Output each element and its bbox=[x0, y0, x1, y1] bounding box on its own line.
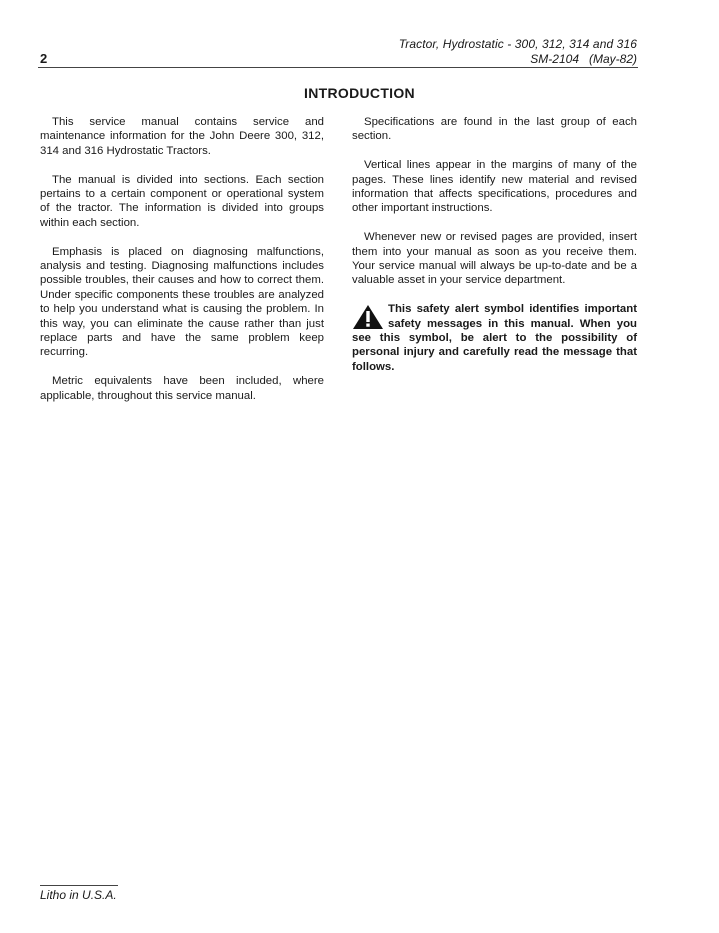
footer: Litho in U.S.A. bbox=[40, 888, 117, 902]
header-code: SM-2104 (May-82) bbox=[530, 52, 637, 66]
footer-rule bbox=[40, 885, 118, 886]
safety-alert-icon bbox=[352, 304, 384, 330]
safety-notice bbox=[352, 302, 637, 374]
paragraph: The manual is divided into sections. Each section pertains to a certain component or operational system of the tractor. The information is divided into groups within each section. bbox=[40, 173, 324, 229]
paragraph: This service manual contains service and maintenance information for the John Deere 300, 312, 314 and 316 Hydrostatic Tractors. bbox=[40, 116, 324, 157]
paragraph: Emphasis is placed on diagnosing malfunctions, analysis and testing. Diagnosing malfunctions includes possible troubles, their causes and how to correct them. Under specific components these troubles are analyzed to help you understand what is causing the problem. In this way, you can eliminate the cause rather than just replace parts and have the same problem keep recurring. bbox=[40, 245, 324, 359]
paragraph: Metric equivalents have been included, where applicable, throughout this service manual. bbox=[40, 375, 324, 402]
safety-notice-text: This safety alert symbol identifies important safety messages in this manual. When you see this symbol, be alert to the possibility of personal injury and carefully read the message that follows. bbox=[352, 303, 637, 373]
paragraph: Vertical lines appear in the margins of many of the pages. These lines identify new material and revised information that affects specifications, procedures and other important instructions. bbox=[352, 159, 637, 215]
left-column bbox=[40, 115, 324, 417]
section-title: INTRODUCTION bbox=[304, 85, 415, 101]
header-rule bbox=[38, 67, 638, 68]
right-column bbox=[352, 115, 637, 374]
paragraph: Whenever new or revised pages are provided, insert them into your manual as soon as you receive them. Your service manual will always be up-to-date and be a valuable asset in your service department. bbox=[352, 231, 637, 287]
header-title: Tractor, Hydrostatic - 300, 312, 314 and 316 bbox=[398, 37, 637, 51]
paragraph: Specifications are found in the last group of each section. bbox=[352, 116, 637, 143]
page-number: 2 bbox=[40, 51, 48, 66]
